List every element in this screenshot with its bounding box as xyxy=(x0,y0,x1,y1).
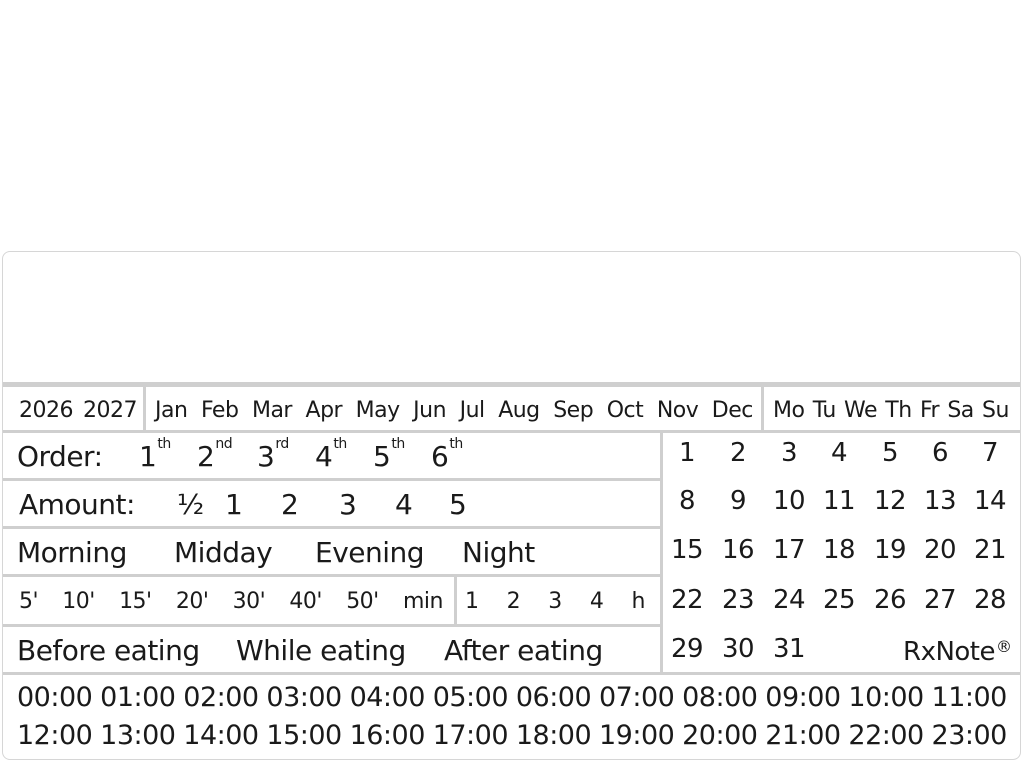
hours-option[interactable]: 2 xyxy=(506,588,521,614)
order-label: Order: xyxy=(17,439,103,473)
amount-option[interactable]: 3 xyxy=(339,487,357,521)
weekday-option[interactable]: Tu xyxy=(812,397,836,423)
times-row-pm xyxy=(17,716,1007,754)
time-option[interactable]: 01:00 xyxy=(100,681,176,713)
weekday-option[interactable]: Su xyxy=(982,397,1009,423)
day-cell[interactable]: 19 xyxy=(873,535,907,565)
day-cell[interactable]: 5 xyxy=(881,438,899,468)
hours-option[interactable]: 1 xyxy=(465,588,479,614)
weekday-option[interactable]: We xyxy=(844,397,878,423)
time-option[interactable]: 04:00 xyxy=(349,681,425,713)
time-of-day-morning[interactable]: Morning xyxy=(17,535,127,569)
amount-option[interactable]: 4 xyxy=(395,487,413,521)
minutes-option[interactable]: 30' xyxy=(232,588,266,614)
time-option[interactable]: 02:00 xyxy=(183,681,259,713)
order-option[interactable]: 4th xyxy=(315,435,347,473)
time-option[interactable]: 19:00 xyxy=(598,719,675,751)
day-cell[interactable]: 14 xyxy=(973,486,1007,516)
day-cell[interactable]: 21 xyxy=(973,535,1007,565)
meal-while-eating[interactable]: While eating xyxy=(236,633,406,667)
weekday-option[interactable]: Sa xyxy=(947,397,974,423)
minutes-option[interactable]: 50' xyxy=(346,588,379,614)
day-cell[interactable]: 18 xyxy=(822,535,856,565)
hours-option[interactable]: 3 xyxy=(548,588,562,614)
time-option[interactable]: 13:00 xyxy=(100,719,176,751)
weekday-option[interactable]: Mo xyxy=(773,397,805,423)
time-option[interactable]: 06:00 xyxy=(515,681,592,713)
day-cell[interactable]: 16 xyxy=(721,535,755,565)
time-option[interactable]: 03:00 xyxy=(266,681,342,713)
time-of-day-night[interactable]: Night xyxy=(462,535,535,569)
meal-before-eating[interactable]: Before eating xyxy=(17,633,200,667)
order-row xyxy=(17,434,471,478)
month-option[interactable]: Jun xyxy=(413,397,447,423)
day-cell[interactable]: 9 xyxy=(729,486,747,516)
day-cell[interactable]: 12 xyxy=(873,486,907,516)
divider xyxy=(3,624,662,627)
divider xyxy=(454,576,457,625)
month-option[interactable]: Dec xyxy=(711,397,753,423)
time-option[interactable]: 11:00 xyxy=(931,681,1007,713)
order-option[interactable]: 3rd xyxy=(257,435,289,473)
day-cell[interactable]: 23 xyxy=(721,585,755,615)
month-option[interactable]: Nov xyxy=(656,397,699,423)
month-option[interactable]: Sep xyxy=(553,397,594,423)
month-option[interactable]: Jan xyxy=(155,397,188,423)
month-option[interactable]: May xyxy=(355,397,400,423)
month-option[interactable]: Oct xyxy=(606,397,644,423)
time-option[interactable]: 23:00 xyxy=(931,719,1007,751)
day-cell[interactable]: 22 xyxy=(670,585,704,615)
year-option[interactable]: 2026 xyxy=(19,397,73,423)
amount-option[interactable]: ½ xyxy=(177,487,204,521)
time-of-day-midday[interactable]: Midday xyxy=(174,535,273,569)
card-blank-area xyxy=(3,252,1020,382)
time-option[interactable]: 16:00 xyxy=(349,719,425,751)
minutes-unit: min xyxy=(402,588,443,614)
day-cell[interactable]: 11 xyxy=(822,486,856,516)
day-cell[interactable]: 6 xyxy=(931,438,949,468)
weekday-option[interactable]: Th xyxy=(885,397,912,423)
divider xyxy=(660,430,663,674)
registered-mark: ® xyxy=(996,636,1012,656)
month-option[interactable]: Jul xyxy=(459,397,485,423)
time-option[interactable]: 22:00 xyxy=(848,719,924,751)
order-option[interactable]: 5th xyxy=(373,435,405,473)
minutes-option[interactable]: 5' xyxy=(19,588,39,614)
day-cell[interactable]: 25 xyxy=(822,585,856,615)
day-cell[interactable]: 27 xyxy=(923,585,957,615)
divider xyxy=(143,387,146,431)
amount-option[interactable]: 1 xyxy=(225,487,243,521)
divider xyxy=(3,526,662,529)
day-cell[interactable]: 2 xyxy=(729,438,747,468)
time-option[interactable]: 12:00 xyxy=(17,719,93,751)
order-option[interactable]: 2nd xyxy=(197,435,233,473)
hours-unit: h xyxy=(631,588,645,614)
weekday-option[interactable]: Fr xyxy=(919,397,940,423)
day-cell[interactable]: 7 xyxy=(981,438,999,468)
amount-row xyxy=(19,482,466,526)
time-option[interactable]: 18:00 xyxy=(515,719,592,751)
amount-option[interactable]: 5 xyxy=(449,487,467,521)
minutes-row xyxy=(19,578,443,624)
time-option[interactable]: 08:00 xyxy=(682,681,758,713)
divider xyxy=(3,672,1020,675)
month-option[interactable]: Apr xyxy=(305,397,343,423)
amount-label: Amount: xyxy=(19,487,135,521)
day-cell[interactable]: 26 xyxy=(873,585,907,615)
meal-timing-row xyxy=(17,628,603,672)
divider xyxy=(3,574,662,577)
order-option[interactable]: 1th xyxy=(139,435,171,473)
divider xyxy=(3,382,1020,387)
brand-name: RxNote xyxy=(903,637,995,667)
divider xyxy=(761,387,764,431)
divider xyxy=(3,430,1020,433)
time-option[interactable]: 20:00 xyxy=(682,719,758,751)
year-selector xyxy=(19,390,137,430)
hours-row xyxy=(465,578,645,624)
meal-after-eating[interactable]: After eating xyxy=(444,633,603,667)
day-cell[interactable]: 24 xyxy=(772,585,806,615)
day-cell[interactable]: 3 xyxy=(780,438,798,468)
day-cell[interactable]: 31 xyxy=(772,634,806,664)
medication-reminder-card xyxy=(2,251,1021,760)
minutes-option[interactable]: 20' xyxy=(175,588,209,614)
year-option[interactable]: 2027 xyxy=(83,397,137,423)
hours-option[interactable]: 4 xyxy=(589,588,604,614)
day-cell[interactable]: 1 xyxy=(678,438,696,468)
day-cell[interactable]: 4 xyxy=(830,438,848,468)
day-cell[interactable]: 8 xyxy=(678,486,696,516)
day-cell[interactable]: 29 xyxy=(670,634,704,664)
day-cell[interactable]: 15 xyxy=(670,535,704,565)
weekday-selector xyxy=(773,390,1009,430)
month-option[interactable]: Aug xyxy=(498,397,540,423)
minutes-option[interactable]: 40' xyxy=(289,588,322,614)
day-cell[interactable]: 20 xyxy=(923,535,957,565)
brand-logo xyxy=(903,632,1012,672)
time-option[interactable]: 07:00 xyxy=(598,681,675,713)
times-row-am xyxy=(17,678,1007,716)
time-option[interactable]: 14:00 xyxy=(183,719,259,751)
time-option[interactable]: 05:00 xyxy=(432,681,509,713)
time-option[interactable]: 00:00 xyxy=(17,681,93,713)
time-of-day-evening[interactable]: Evening xyxy=(315,535,425,569)
time-option[interactable]: 21:00 xyxy=(765,719,841,751)
time-option[interactable]: 09:00 xyxy=(765,681,841,713)
month-option[interactable]: Feb xyxy=(200,397,239,423)
time-option[interactable]: 15:00 xyxy=(266,719,342,751)
minutes-option[interactable]: 15' xyxy=(119,588,152,614)
time-option[interactable]: 10:00 xyxy=(848,681,924,713)
order-option[interactable]: 6th xyxy=(431,435,463,473)
amount-option[interactable]: 2 xyxy=(281,487,299,521)
time-option[interactable]: 17:00 xyxy=(432,719,509,751)
time-of-day-row xyxy=(17,530,535,574)
divider xyxy=(3,478,662,481)
day-cell[interactable]: 13 xyxy=(923,486,957,516)
minutes-option[interactable]: 10' xyxy=(62,588,95,614)
day-cell[interactable]: 17 xyxy=(772,535,806,565)
day-cell[interactable]: 28 xyxy=(973,585,1007,615)
day-cell[interactable]: 10 xyxy=(772,486,806,516)
month-selector xyxy=(155,390,753,430)
day-cell[interactable]: 30 xyxy=(721,634,755,664)
month-option[interactable]: Mar xyxy=(251,397,292,423)
